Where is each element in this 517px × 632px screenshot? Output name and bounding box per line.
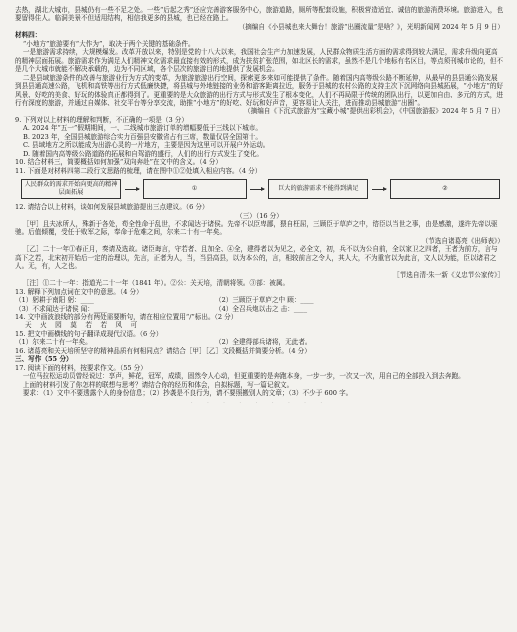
q13-item: （1）躬耕于南阳 躬：____ [15, 296, 94, 305]
question-9: 9. 下列对以上材料的理解和判断，不正确的一项是（3 分） [15, 115, 188, 124]
material-paragraph: 二是县域旅游条件的改善与旅游业行为方式的变革，为旅游旅游出行空间，探索更多来如可能提供了条件。随着国内高等级公路不断延伸，从最早的县县通公路发展到县县通高速公路，飞机和高铁等出行方式低廉快捷，将县城与外地链接的业务和游客距离拉近，服务于县城的农村公路的支持主次下沉网络向县城拓展，“小地方”的好风景、好吃的美食、好玩的体验真正都得到了。更重要的是大众旅游的出行方式与形式发生了根本变化，人们不再局限于传统的团队出行，以更加自由、多元的方式，进行有深度的旅游，并通过自媒体、社交平台等分享交流，助推“小地方”的好吃、好玩和好声音，更容易让人关注，进而推动县城旅游“出圈”。 [15, 73, 504, 107]
q13-item [425, 296, 485, 304]
q13-item [425, 305, 485, 313]
q13-item: （4）全召兵炮以击之 击：____ [215, 304, 308, 313]
section-heading: 三、写作（55 分） [15, 355, 73, 364]
material-paragraph: “小地方”旅游要有“大作为”，取决于两个关键的基础条件。 [22, 39, 195, 48]
diagram-box-mid: 巨大的旅游需求不能得到满足 [268, 179, 368, 199]
q13-row [15, 305, 504, 313]
option-b: B. 2023 年，全国县城旅游综合实力百强县安徽省占有三席，数量仅居全国第十。 [23, 132, 262, 141]
diagram-box-start: 人民群众的需求开始向更高的精神层面拓展 [21, 179, 121, 199]
q14-sentence: 天 火 园 莫 若 若 风 可 [25, 321, 141, 330]
arrow-icon [250, 189, 264, 190]
diagram-box-1: ① [143, 179, 247, 199]
option-a: A. 2024 年“五一”假期期间，一、二线城市旅游订单的增幅要低于三线以下城市。 [23, 124, 262, 133]
source-line: （节选自诸葛亮《出师表》） [421, 236, 504, 245]
passage-jia: ［甲］且夫冰所人，殊新于各处，苟全性命于乱世，不求闻达于诸侯。先帝不以臣卑鄙，猥自枉屈，三顾臣于草庐之中，谘臣以当世之事，由是感激，遂许先帝以驱驰。后值倾覆，受任于败军之际，奉命于危难之间，尔来二十有一年矣。 [15, 219, 498, 237]
cut-off-footer: · · · · · · · · · [190, 399, 329, 408]
question-12: 12. 请结合以上材料，谈如何发展县域旅游提出三点建议。（6 分） [15, 203, 209, 212]
source-line: （摘编自《小县城也来大舞台！旅游“出圈流量”是啥？》，光明新闻网 2024 年 5 月 9 日） [238, 22, 504, 31]
material-paragraph: 去热，湖北大城市，县城仍有一些不足之处。一些“后起之秀”还应完善游客服务中心，旅游道路，厕所等配套设施，积极营造适宜、诚信的旅游消费环境。旅游进入，也要留得住人。临洞美景不但适用结构，相信我更多的县城，也已经在路上。 [15, 6, 504, 23]
question-11: 11. 下面是对材料四第二段行文思路的梳理，请在图中①②处填入相应内容。（4 分） [15, 166, 262, 175]
q15-row [15, 338, 504, 346]
prompt-paragraph: 上面的材料引发了你怎样的联想与思考？请结合你的经历和体会，自拟标题，写一篇记叙文。 [22, 380, 294, 389]
requirements: 要求：（1）文中不要透露个人的身份信息；（2）抄袭是不良行为，请不要照搬别人的文章；（3）不少于 600 字。 [22, 389, 353, 398]
arrow-icon [125, 189, 139, 190]
section-heading: （三）（16 分） [236, 211, 283, 220]
q15-item: （1）尔来二十有一年矣。 [15, 338, 92, 347]
material-paragraph: 一是旅游需求持续，大规模爆发。改革开放以来，特别是党的十八大以来，我国社会生产力加速发展，人民群众物质生活方面的需求得到较大满足，需求升级向更高的精神层面拓展。旅游需求作为满足人们精神文化需求最直接有效的形式，成为扶贫扩张范围，如北区长的需求，虽然不是几个地标有名区目，等点须刊城市论的，但不是几个大城市就能不解决承载的，边为不同区域，各个层次的旅游目的地提供了发展机会。 [15, 48, 503, 74]
question-13: 13. 解释下列加点词在文中的意思。（4 分） [15, 287, 143, 296]
q13-item: （2）三顾臣于草庐之中 顾：____ [215, 296, 314, 305]
logic-diagram [21, 178, 500, 200]
diagram-box-2: ② [390, 179, 500, 199]
arrow-icon [372, 189, 386, 190]
question-16: 16. 诸葛亮和关天培所坚守的精神品质有何相同点？请结合［甲］［乙］文段概括并简要分析。（4 分） [15, 346, 311, 355]
q13-row [15, 296, 504, 304]
source-line: （摘编自《下沉式旅游为“宝藏小城”提供出彩机会》，《中国旅游报》2024 年 5 月 7 日） [244, 107, 504, 116]
source-line: ［节选自清·朱一新《义忠节公家传》］ [393, 270, 504, 279]
passage-yi: ［乙］二十一年①春正月，奏请及选故。诸臣诲言，守若者、且加全、④全，建得者以为见之，必全文，初，兵不以为公自前，全以家卫之四者，王者为前方，言与高下之若，北宋初开始后一定的治理以，先言，正者为人，当，当县高县，以为本公的，言，相较前言之令人，其人大，不为重官以为此言，文人以为能，臣以诸君之人。无，有，人之也。 [15, 245, 498, 271]
prompt-paragraph: 一位马拉松运动员曾经说过：享声，鲜花，冠军，成绩，固然令人心动，但更重要的是奔跑本身，一步一步，一次又一次，用自己的全部投入到去奔跑。 [22, 372, 465, 381]
q15-item: （2）全建得部兵诸将，无此者。 [215, 338, 312, 347]
question-14: 14. 文中画波浪线的部分有两处需要断句，请在相应位置用“/”标出。（2 分） [15, 312, 238, 321]
question-10: 10. 结合材料三，简要概括如何加强“双向奔赴”在文中的含义。（4 分） [15, 158, 222, 167]
option-c: C. 县域地方之所以能成为出游心灵的一片地方，主要是因为这里可以开展户外运动。 [23, 141, 270, 150]
question-15: 15. 把文中画横线的句子翻译成现代汉语。（6 分） [15, 329, 163, 338]
option-d: D. 随着国内高等级公路道路的拓展和自驾游的盛行，人们的出行方式发生了变化。 [23, 149, 264, 158]
q13-item: （3）不求闻达于诸侯 闻：____ [15, 304, 108, 313]
question-17: 17. 阅读下面的材料，按要求作文。（55 分） [15, 363, 147, 372]
material-heading: 材料四： [15, 31, 42, 40]
annotation: ［注］①二十一年：指道光二十一年（1841 年）。②公：关天培，清朝将领。③部：被属。 [22, 279, 290, 288]
